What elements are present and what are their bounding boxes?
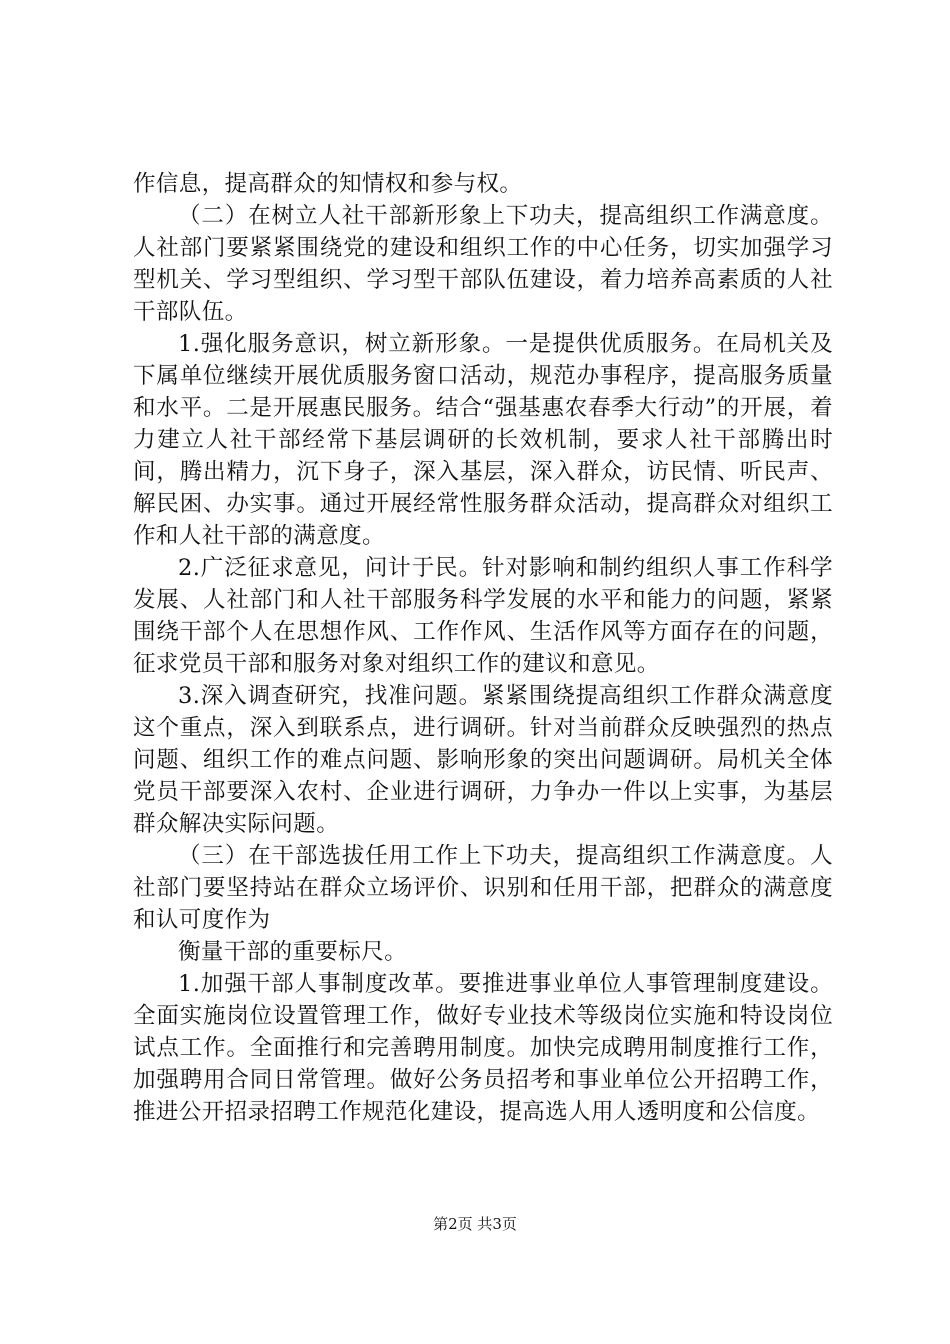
- document-body: [133, 168, 833, 1128]
- paragraph-4: 2.广泛征求意见，问计于民。针对影响和制约组织人事工作科学发展、人社部门和人社干部服务科学发展的水平和能力的问题，紧紧围绕干部个人在思想作风、工作作风、生活作风等方面存在的问题，征求党员干部和服务对象对组织工作的建议和意见。: [133, 555, 833, 677]
- paragraph-8: 1.加强干部人事制度改革。要推进事业单位人事管理制度建设。全面实施岗位设置管理工作，做好专业技术等级岗位实施和特设岗位试点工作。全面推行和完善聘用制度。加快完成聘用制度推行工作，加强聘用合同日常管理。做好公务员招考和事业单位公开招聘工作，推进公开招录招聘工作规范化建设，提高选人用人透明度和公信度。: [133, 971, 833, 1125]
- paragraph-2: （二）在树立人社干部新形象上下功夫，提高组织工作满意度。人社部门要紧紧围绕党的建设和组织工作的中心任务，切实加强学习型机关、学习型组织、学习型干部队伍建设，着力培养高素质的人社干部队伍。: [133, 203, 833, 325]
- page-number-footer: 第2页 共3页: [433, 1215, 517, 1233]
- paragraph-5: 3.深入调查研究，找准问题。紧紧围绕提高组织工作群众满意度这个重点，深入到联系点，进行调研。针对当前群众反映强烈的热点问题、组织工作的难点问题、影响形象的突出问题调研。局机关全体党员干部要深入农村、企业进行调研，力争办一件以上实事，为基层群众解决实际问题。: [133, 683, 833, 837]
- paragraph-1: 作信息，提高群众的知情权和参与权。: [133, 171, 523, 197]
- paragraph-7: 衡量干部的重要标尺。: [178, 939, 408, 965]
- paragraph-6: （三）在干部选拔任用工作上下功夫，提高组织工作满意度。人社部门要坚持站在群众立场评价、识别和任用干部，把群众的满意度和认可度作为: [133, 843, 833, 933]
- paragraph-3: 1.强化服务意识，树立新形象。一是提供优质服务。在局机关及下属单位继续开展优质服务窗口活动，规范办事程序，提高服务质量和水平。二是开展惠民服务。结合“强基惠农春季大行动”的开展，着力建立人社干部经常下基层调研的长效机制，要求人社干部腾出时间，腾出精力，沉下身子，深入基层，深入群众，访民情、听民声、解民困、办实事。通过开展经常性服务群众活动，提高群众对组织工作和人社干部的满意度。: [133, 331, 833, 549]
